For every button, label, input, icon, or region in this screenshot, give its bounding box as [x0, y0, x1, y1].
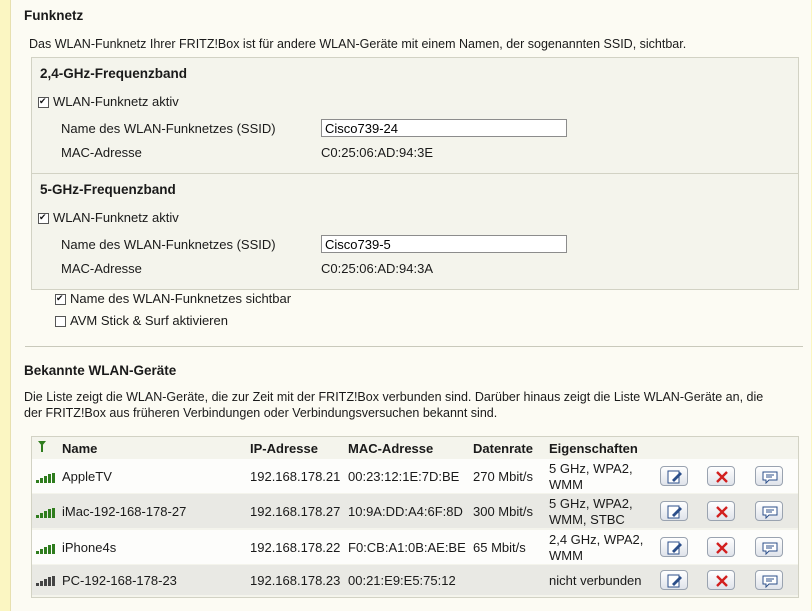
- device-props-line1: 5 GHz, WPA2,: [549, 461, 633, 476]
- devices-table: [31, 436, 799, 598]
- device-props-line1: nicht verbunden: [549, 573, 642, 588]
- device-props-line2: WMM: [549, 548, 583, 563]
- device-name: PC-192-168-178-23: [62, 573, 177, 588]
- band-24-title: 2,4-GHz-Frequenzband: [40, 66, 188, 81]
- speech-bubble-icon: [762, 470, 778, 484]
- avm-stick-checkbox[interactable]: [55, 316, 66, 327]
- band-24-active-label: WLAN-Funknetz aktiv: [53, 94, 179, 109]
- antenna-icon: [37, 440, 47, 452]
- comment-button[interactable]: [755, 537, 783, 557]
- device-name: iMac-192-168-178-27: [62, 504, 187, 519]
- speech-bubble-icon: [762, 541, 778, 555]
- device-props-line1: 5 GHz, WPA2,: [549, 496, 633, 511]
- signal-strength-icon: [36, 473, 60, 483]
- device-props-line1: 2,4 GHz, WPA2,: [549, 532, 644, 547]
- edit-icon: [667, 505, 683, 519]
- delete-button[interactable]: [707, 501, 735, 521]
- device-mac: 00:23:12:1E:7D:BE: [348, 469, 460, 484]
- device-rate: 300 Mbit/s: [473, 504, 533, 519]
- band-5-active-label: WLAN-Funknetz aktiv: [53, 210, 179, 225]
- band-5-mac-label: MAC-Adresse: [61, 261, 142, 276]
- band-24-panel: [31, 57, 799, 174]
- delete-button[interactable]: [707, 570, 735, 590]
- device-ip: 192.168.178.23: [250, 573, 341, 588]
- delete-button[interactable]: [707, 466, 735, 486]
- delete-icon: [714, 541, 730, 555]
- device-props-line2: WMM, STBC: [549, 512, 625, 527]
- band-24-active-checkbox[interactable]: [38, 97, 49, 108]
- device-ip: 192.168.178.22: [250, 540, 341, 555]
- devices-description-line2: der FRITZ!Box aus früheren Verbindungen oder Verbindungsversuchen bekannt sind.: [24, 406, 498, 420]
- band-5-ssid-input[interactable]: [321, 235, 567, 253]
- funknetz-description: Das WLAN-Funknetz Ihrer FRITZ!Box ist für andere WLAN-Geräte mit einem Namen, der sogenannten SSID, sichtbar.: [29, 37, 687, 51]
- edit-icon: [667, 470, 683, 484]
- band-24-mac-value: C0:25:06:AD:94:3E: [321, 145, 434, 160]
- edit-button[interactable]: [660, 537, 688, 557]
- header-props[interactable]: Eigenschaften: [549, 441, 638, 456]
- comment-button[interactable]: [755, 501, 783, 521]
- device-rate: 65 Mbit/s: [473, 540, 526, 555]
- devices-title: Bekannte WLAN-Geräte: [24, 363, 177, 378]
- comment-button[interactable]: [755, 466, 783, 486]
- device-name: iPhone4s: [62, 540, 117, 555]
- band-5-ssid-label: Name des WLAN-Funknetzes (SSID): [61, 237, 276, 252]
- devices-description-line1: Die Liste zeigt die WLAN-Geräte, die zur Zeit mit der FRITZ!Box verbunden sind. Darüber hinaus zeigt die Liste WLAN-Geräte an, die: [24, 390, 764, 404]
- delete-button[interactable]: [707, 537, 735, 557]
- device-props-line2: WMM: [549, 477, 583, 492]
- avm-stick-label: AVM Stick & Surf aktivieren: [70, 313, 228, 328]
- header-name[interactable]: Name: [62, 441, 98, 456]
- device-rate: 270 Mbit/s: [473, 469, 533, 484]
- ssid-visible-label: Name des WLAN-Funknetzes sichtbar: [70, 291, 292, 306]
- band-24-ssid-label: Name des WLAN-Funknetzes (SSID): [61, 121, 276, 136]
- signal-strength-icon: [36, 544, 60, 554]
- device-mac: F0:CB:A1:0B:AE:BE: [348, 540, 466, 555]
- band-5-active-checkbox[interactable]: [38, 213, 49, 224]
- signal-strength-icon: [36, 576, 60, 586]
- edit-icon: [667, 541, 683, 555]
- band-5-title: 5-GHz-Frequenzband: [40, 182, 176, 197]
- table-row: [32, 459, 798, 493]
- device-ip: 192.168.178.21: [250, 469, 341, 484]
- delete-icon: [714, 470, 730, 484]
- comment-button[interactable]: [755, 570, 783, 590]
- funknetz-title: Funknetz: [24, 8, 84, 23]
- edit-button[interactable]: [660, 501, 688, 521]
- band-5-mac-value: C0:25:06:AD:94:3A: [321, 261, 434, 276]
- section-divider: [25, 346, 803, 347]
- signal-strength-icon: [36, 508, 60, 518]
- speech-bubble-icon: [762, 505, 778, 519]
- edit-button[interactable]: [660, 466, 688, 486]
- table-row: [32, 494, 798, 528]
- edit-button[interactable]: [660, 570, 688, 590]
- table-row: [32, 565, 798, 595]
- delete-icon: [714, 574, 730, 588]
- speech-bubble-icon: [762, 574, 778, 588]
- header-mac[interactable]: MAC-Adresse: [348, 441, 434, 456]
- device-mac: 00:21:E9:E5:75:12: [348, 573, 456, 588]
- table-header: [32, 437, 798, 459]
- device-name: AppleTV: [62, 469, 112, 484]
- header-ip[interactable]: IP-Adresse: [250, 441, 318, 456]
- header-rate[interactable]: Datenrate: [473, 441, 533, 456]
- band-24-ssid-input[interactable]: [321, 119, 567, 137]
- delete-icon: [714, 505, 730, 519]
- device-mac: 10:9A:DD:A4:6F:8D: [348, 504, 463, 519]
- table-row: [32, 530, 798, 564]
- band-5-panel: [31, 173, 799, 290]
- page-content: [10, 0, 811, 611]
- band-24-mac-label: MAC-Adresse: [61, 145, 142, 160]
- device-ip: 192.168.178.27: [250, 504, 341, 519]
- edit-icon: [667, 574, 683, 588]
- ssid-visible-checkbox[interactable]: [55, 294, 66, 305]
